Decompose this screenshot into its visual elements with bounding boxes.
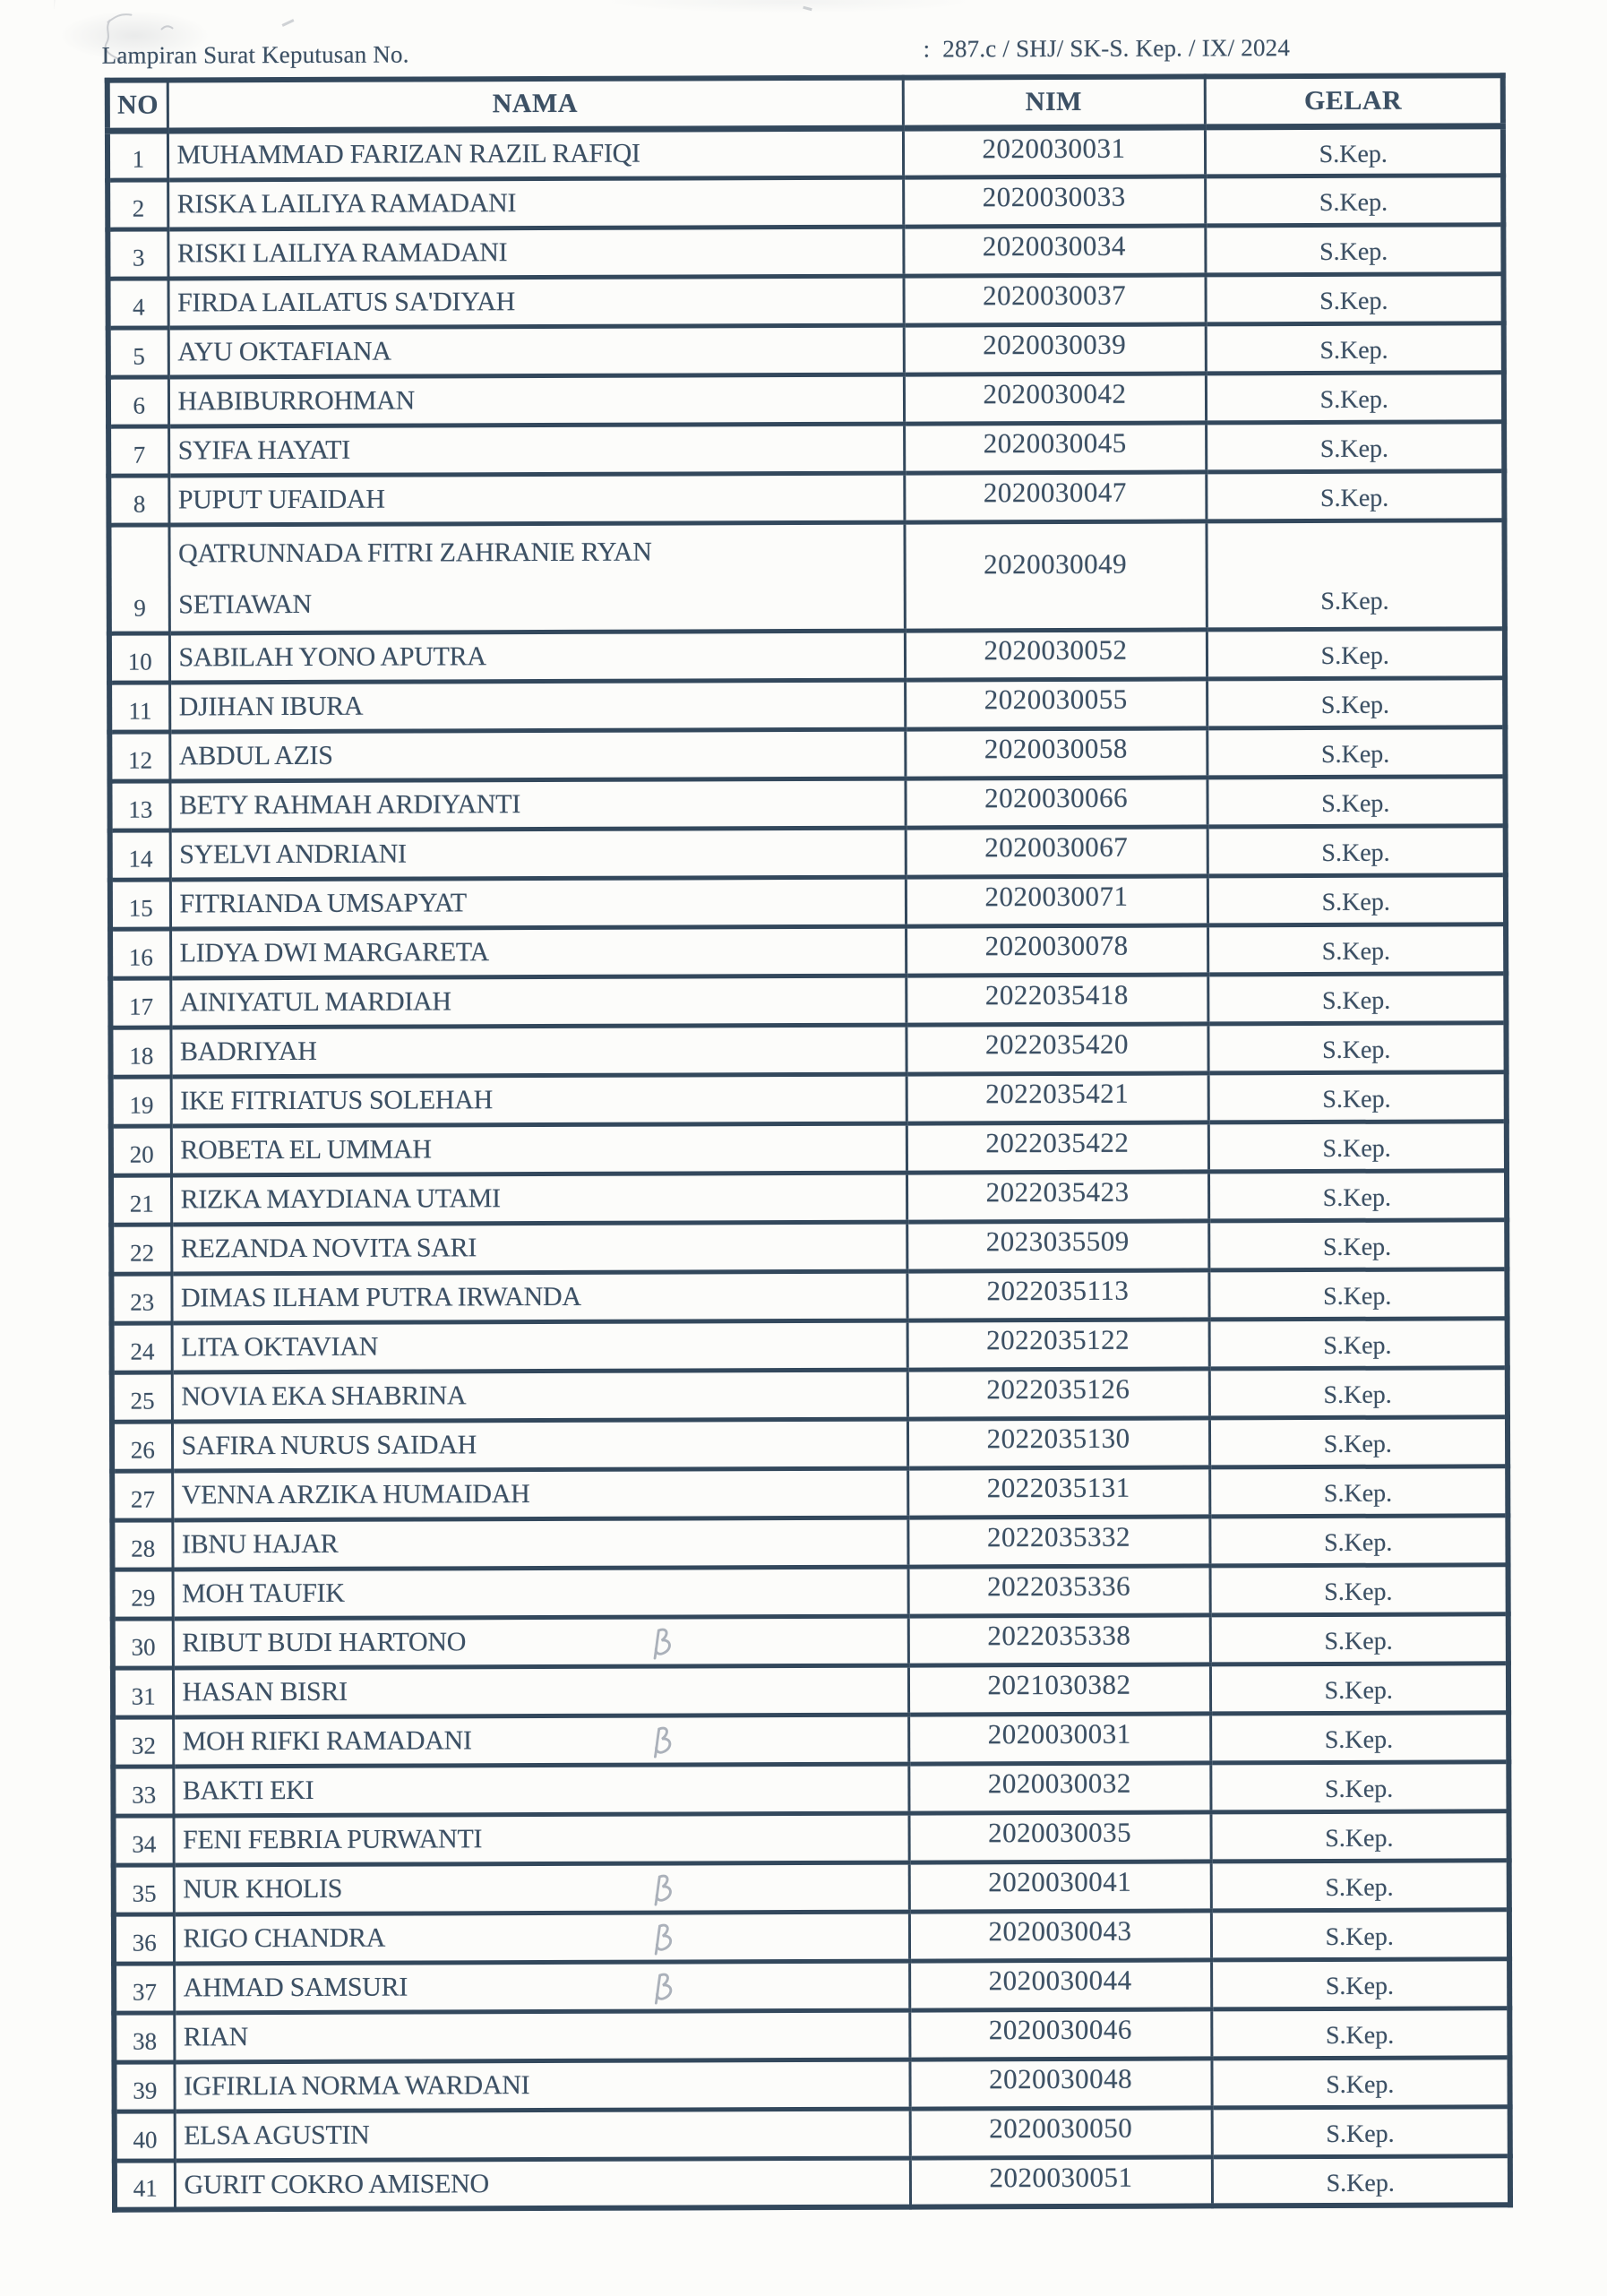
decree-number: : 287.c / SHJ/ SK-S. Kep. / IX/ 2024 — [923, 34, 1291, 63]
cell-nama: FITRIANDA UMSAPYAT — [170, 877, 906, 929]
cell-nim: 2020030052 — [905, 629, 1207, 679]
cell-gelar: S.Kep. — [1206, 470, 1504, 520]
cell-nim: 2022035423 — [907, 1171, 1208, 1221]
handwritten-b-mark — [649, 1921, 676, 1958]
cell-nama: AINIYATUL MARDIAH — [170, 976, 906, 1028]
cell-gelar: S.Kep. — [1211, 2008, 1509, 2058]
cell-nim: 2022035130 — [907, 1417, 1209, 1467]
column-header-nim: NIM — [903, 76, 1205, 127]
cell-no: 11 — [109, 682, 169, 731]
cell-gelar: S.Kep. — [1209, 1367, 1508, 1417]
cell-no: 15 — [110, 879, 170, 928]
table-row — [113, 1761, 1508, 1815]
cell-nim: 2020030050 — [910, 2107, 1212, 2157]
cell-no: 37 — [114, 1963, 174, 2012]
cell-no: 10 — [109, 632, 169, 682]
cell-nama: RIAN — [174, 2010, 909, 2062]
cell-gelar: S.Kep. — [1207, 825, 1506, 875]
cell-nim: 2020030037 — [904, 274, 1206, 324]
cell-nama: BADRIYAH — [170, 1025, 906, 1077]
table-row — [111, 1121, 1507, 1174]
handwritten-b-mark — [650, 1970, 677, 2008]
cell-no: 40 — [115, 2111, 175, 2160]
cell-no: 6 — [108, 376, 168, 426]
cell-nama: AYU OKTAFIANA — [168, 325, 904, 377]
cell-gelar: S.Kep. — [1209, 1416, 1508, 1466]
table-row — [108, 470, 1504, 524]
cell-no: 9 — [108, 524, 168, 632]
cell-gelar: S.Kep. — [1207, 874, 1506, 924]
cell-nama: BETY RAHMAH ARDIYANTI — [169, 778, 905, 830]
table-row — [114, 1860, 1509, 1913]
cell-nama: SAFIRA NURUS SAIDAH — [172, 1419, 907, 1471]
table-row — [109, 776, 1505, 830]
cell-no: 28 — [112, 1519, 172, 1569]
cell-nama: IBNU HAJAR — [172, 1518, 907, 1569]
cell-gelar: S.Kep. — [1205, 273, 1503, 323]
cell-nim: 2020030033 — [903, 176, 1205, 226]
cell-nim: 2020030035 — [908, 1811, 1210, 1862]
cell-nim: 2020030058 — [905, 727, 1207, 778]
table-row — [113, 1564, 1508, 1618]
table-row — [111, 1170, 1507, 1224]
table-row — [113, 1712, 1508, 1766]
cell-gelar: S.Kep. — [1211, 1958, 1509, 2008]
handwritten-b-mark — [649, 1871, 676, 1909]
cell-gelar: S.Kep. — [1211, 2057, 1509, 2107]
cell-nim: 2020030078 — [906, 924, 1207, 975]
cell-gelar: S.Kep. — [1210, 1810, 1508, 1861]
cell-nim: 2020030043 — [909, 1910, 1211, 1960]
table-row — [110, 924, 1506, 977]
cell-nama: LIDYA DWI MARGARETA — [170, 926, 906, 978]
cell-nama: RISKA LAILIYA RAMADANI — [168, 177, 903, 229]
cell-gelar: S.Kep. — [1208, 1268, 1507, 1319]
table-row — [114, 2008, 1509, 2061]
table-row — [111, 1071, 1507, 1125]
table-row — [108, 273, 1504, 327]
cell-no: 27 — [112, 1470, 172, 1519]
table-row — [114, 2057, 1509, 2111]
cell-no: 23 — [111, 1273, 171, 1322]
cell-nama: SYELVI ANDRIANI — [170, 828, 906, 880]
cell-nama: DIMAS ILHAM PUTRA IRWANDA — [171, 1271, 907, 1323]
cell-nama: RIBUT BUDI HARTONO — [173, 1616, 908, 1668]
cell-no: 12 — [109, 731, 169, 780]
cell-nim: 2022035122 — [907, 1319, 1209, 1369]
table-row — [111, 1219, 1507, 1273]
cell-no: 5 — [108, 327, 168, 376]
cell-nim: 2022035113 — [907, 1269, 1208, 1320]
table-row — [112, 1466, 1508, 1519]
cell-nim: 2020030051 — [910, 2156, 1212, 2206]
cell-nim: 2023035509 — [907, 1220, 1208, 1270]
cell-nim: 2022035422 — [907, 1122, 1208, 1172]
cell-no: 25 — [112, 1372, 172, 1421]
cell-nama: IGFIRLIA NORMA WARDANI — [174, 2060, 909, 2111]
column-header-nama: NAMA — [168, 78, 903, 131]
cell-no: 35 — [114, 1864, 174, 1913]
cell-no: 24 — [112, 1322, 172, 1372]
cell-gelar: S.Kep. — [1208, 1121, 1507, 1171]
cell-no: 26 — [112, 1421, 172, 1470]
cell-gelar: S.Kep. — [1212, 2155, 1510, 2206]
cell-gelar: S.Kep. — [1209, 1318, 1508, 1368]
cell-no: 21 — [111, 1174, 171, 1224]
cell-no: 3 — [107, 228, 168, 278]
table-row — [107, 224, 1503, 278]
cell-nim: 2020030055 — [905, 678, 1207, 728]
cell-gelar: S.Kep. — [1206, 520, 1504, 629]
table-row — [115, 2106, 1510, 2160]
cell-gelar: S.Kep. — [1207, 628, 1505, 678]
table-header-row — [107, 75, 1503, 130]
cell-nim: 2020030048 — [909, 2058, 1211, 2108]
cell-gelar: S.Kep. — [1205, 125, 1503, 176]
cell-gelar: S.Kep. — [1210, 1663, 1508, 1713]
table-row — [115, 2155, 1510, 2209]
cell-no: 20 — [111, 1125, 171, 1174]
cell-nim: 2022035131 — [907, 1466, 1209, 1517]
cell-no: 1 — [107, 130, 168, 179]
cell-no: 41 — [115, 2160, 175, 2209]
cell-no: 32 — [113, 1716, 173, 1766]
table-row — [113, 1810, 1508, 1864]
cell-nama: REZANDA NOVITA SARI — [171, 1222, 907, 1274]
cell-gelar: S.Kep. — [1210, 1613, 1508, 1664]
cell-gelar: S.Kep. — [1205, 175, 1503, 225]
cell-nim: 2020030067 — [906, 826, 1207, 876]
cell-nama: MOH RIFKI RAMADANI — [173, 1715, 908, 1767]
cell-gelar: S.Kep. — [1210, 1564, 1508, 1614]
cell-nama: RIZKA MAYDIANA UTAMI — [171, 1173, 907, 1225]
cell-nama: FIRDA LAILATUS SA'DIYAH — [168, 276, 904, 328]
cell-no: 16 — [110, 928, 170, 977]
table-row — [113, 1613, 1508, 1667]
cell-gelar: S.Kep. — [1207, 727, 1505, 777]
table-row — [112, 1318, 1508, 1372]
table-row — [114, 1958, 1509, 2012]
cell-no: 39 — [114, 2061, 174, 2111]
table-row — [113, 1663, 1508, 1716]
cell-nama: GURIT COKRO AMISENO — [175, 2158, 910, 2210]
scan-artifact-tick — [803, 6, 812, 11]
cell-nim: 2022035332 — [907, 1516, 1209, 1566]
cell-gelar: S.Kep. — [1210, 1712, 1508, 1762]
table-row — [108, 421, 1504, 475]
table-row — [110, 825, 1506, 879]
cell-nama: SABILAH YONO APUTRA — [169, 631, 905, 683]
document-caption: Lampiran Surat Keputusan No. — [101, 40, 409, 69]
cell-nim: 2020030031 — [903, 126, 1205, 176]
cell-nama: PUPUT UFAIDAH — [168, 473, 904, 525]
cell-no: 22 — [111, 1224, 171, 1273]
table-row — [110, 874, 1506, 928]
cell-gelar: S.Kep. — [1205, 224, 1503, 274]
cell-nama: FENI FEBRIA PURWANTI — [173, 1813, 908, 1865]
cell-no: 14 — [110, 830, 170, 879]
cell-nama: MOH TAUFIK — [173, 1567, 908, 1619]
column-header-no: NO — [107, 80, 168, 130]
cell-nama: NOVIA EKA SHABRINA — [172, 1370, 907, 1422]
cell-gelar: S.Kep. — [1208, 1170, 1507, 1220]
table-row — [110, 973, 1506, 1027]
cell-nim: 2020030044 — [909, 1959, 1211, 2009]
cell-nama: NUR KHOLIS — [174, 1862, 909, 1914]
table-row — [107, 175, 1503, 228]
cell-nama: MUHAMMAD FARIZAN RAZIL RAFIQI — [168, 128, 903, 180]
cell-no: 7 — [108, 426, 168, 475]
cell-nama: BAKTI EKI — [173, 1764, 908, 1816]
cell-gelar: S.Kep. — [1211, 1860, 1509, 1910]
cell-gelar: S.Kep. — [1207, 973, 1506, 1023]
cell-nim: 2021030382 — [908, 1664, 1210, 1714]
cell-no: 33 — [113, 1766, 173, 1815]
table-row — [111, 1268, 1507, 1322]
cell-nama: ROBETA EL UMMAH — [171, 1123, 907, 1175]
column-header-gelar: GELAR — [1205, 75, 1503, 126]
cell-nama: QATRUNNADA FITRI ZAHRANIE RYAN SETIAWAN — [168, 522, 904, 633]
handwritten-b-mark — [649, 1625, 675, 1663]
cell-gelar: S.Kep. — [1208, 1071, 1507, 1122]
cell-nim: 2022035338 — [908, 1614, 1210, 1664]
cell-no: 13 — [109, 780, 169, 830]
cell-nim: 2020030047 — [904, 471, 1206, 521]
cell-gelar: S.Kep. — [1206, 372, 1504, 422]
cell-no: 31 — [113, 1667, 173, 1716]
cell-nama: RIGO CHANDRA — [174, 1912, 909, 1964]
cell-gelar: S.Kep. — [1210, 1761, 1508, 1811]
table-row — [112, 1367, 1508, 1421]
cell-nim: 2022035418 — [906, 974, 1207, 1024]
cell-no: 18 — [110, 1027, 170, 1076]
cell-nim: 2020030034 — [903, 225, 1205, 275]
table-row — [108, 520, 1504, 632]
table-row — [110, 1022, 1506, 1076]
cell-no: 8 — [108, 475, 168, 524]
cell-nim: 2020030046 — [909, 2008, 1211, 2059]
cell-nim: 2020030045 — [904, 422, 1206, 472]
cell-nim: 2020030066 — [905, 777, 1207, 827]
table-row — [112, 1416, 1508, 1470]
cell-nim: 2022035421 — [907, 1072, 1208, 1122]
table-row — [114, 1909, 1509, 1963]
cell-nama: LITA OKTAVIAN — [172, 1320, 907, 1372]
cell-nim: 2020030031 — [908, 1713, 1210, 1763]
cell-gelar: S.Kep. — [1208, 1219, 1507, 1269]
cell-nim: 2020030039 — [904, 323, 1206, 374]
cell-nim: 2020030071 — [906, 875, 1207, 925]
cell-nim: 2022035126 — [907, 1368, 1209, 1418]
table-row — [109, 727, 1505, 780]
cell-no: 36 — [114, 1913, 174, 1963]
cell-nim: 2020030049 — [904, 520, 1206, 630]
table-row — [109, 628, 1505, 682]
table-row — [108, 322, 1504, 376]
cell-no: 19 — [111, 1076, 171, 1125]
scan-artifact-tick — [282, 19, 295, 27]
cell-gelar: S.Kep. — [1207, 1022, 1506, 1072]
cell-nim: 2020030042 — [904, 373, 1206, 423]
cell-nama: RISKI LAILIYA RAMADANI — [168, 227, 903, 279]
cell-gelar: S.Kep. — [1207, 924, 1506, 974]
cell-nama: IKE FITRIATUS SOLEHAH — [171, 1074, 907, 1126]
cell-gelar: S.Kep. — [1207, 677, 1505, 727]
table-row — [112, 1515, 1508, 1569]
cell-gelar: S.Kep. — [1206, 421, 1504, 471]
cell-nama: SYIFA HAYATI — [168, 424, 904, 476]
table-row — [107, 125, 1503, 179]
graduates-table — [105, 73, 1513, 2212]
cell-nim: 2022035420 — [906, 1023, 1207, 1073]
table-row — [109, 677, 1505, 731]
cell-no: 2 — [107, 179, 168, 228]
cell-nim: 2022035336 — [908, 1565, 1210, 1615]
cell-no: 29 — [113, 1569, 173, 1618]
cell-nama: ABDUL AZIS — [169, 729, 905, 781]
cell-gelar: S.Kep. — [1212, 2106, 1510, 2156]
cell-nama: AHMAD SAMSURI — [174, 1961, 909, 2013]
cell-nama: HABIBURROHMAN — [168, 374, 904, 426]
cell-no: 34 — [113, 1815, 173, 1864]
handwritten-b-mark — [649, 1724, 676, 1761]
cell-nim: 2020030041 — [909, 1861, 1211, 1911]
cell-no: 4 — [108, 278, 168, 327]
cell-gelar: S.Kep. — [1211, 1909, 1509, 1959]
cell-gelar: S.Kep. — [1209, 1466, 1508, 1516]
cell-nama: DJIHAN IBURA — [169, 680, 905, 732]
cell-gelar: S.Kep. — [1207, 776, 1505, 826]
cell-nim: 2020030032 — [908, 1762, 1210, 1812]
cell-gelar: S.Kep. — [1209, 1515, 1508, 1565]
cell-gelar: S.Kep. — [1206, 322, 1504, 373]
cell-no: 30 — [113, 1618, 173, 1667]
table-row — [108, 372, 1504, 426]
cell-no: 38 — [114, 2012, 174, 2061]
cell-nama: VENNA ARZIKA HUMAIDAH — [172, 1468, 907, 1520]
cell-nama: HASAN BISRI — [173, 1665, 908, 1717]
cell-no: 17 — [110, 977, 170, 1027]
cell-nama: ELSA AGUSTIN — [175, 2109, 910, 2161]
